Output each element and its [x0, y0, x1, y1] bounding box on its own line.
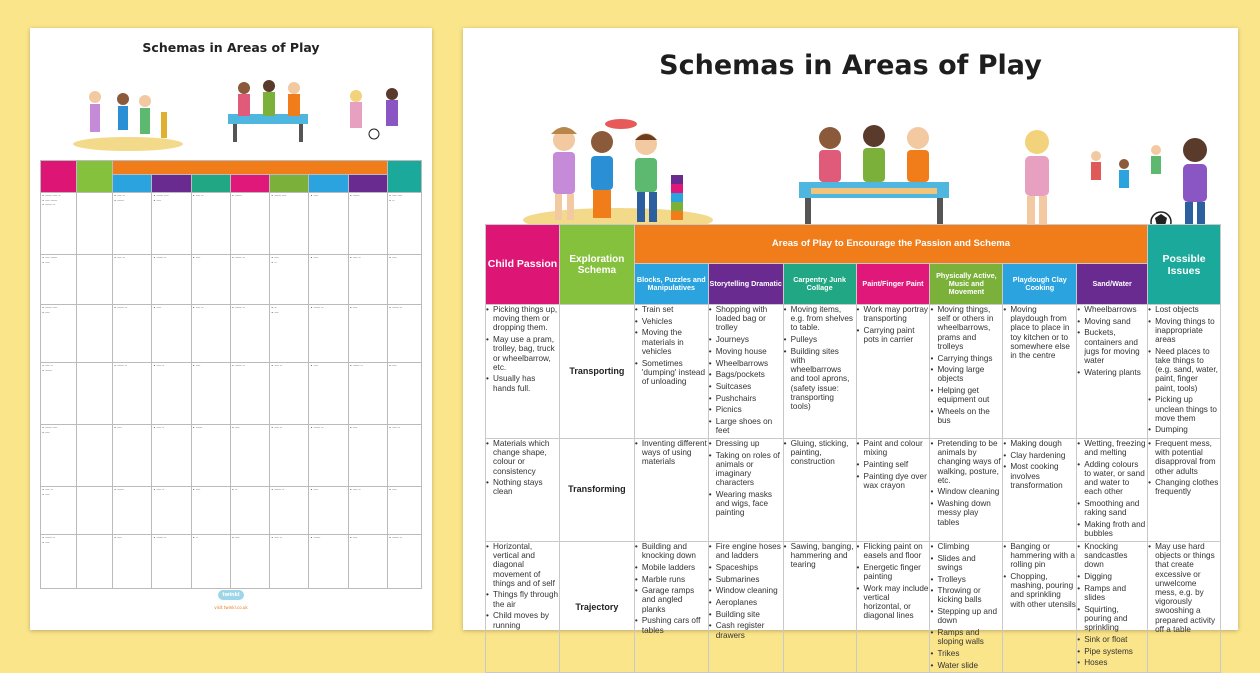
list-item: • Squirting, pouring and sprinkling — [1077, 605, 1147, 633]
schema-name: Transforming — [559, 438, 634, 541]
list-item: • Submarines — [709, 575, 783, 584]
possible-issues-cell — [1148, 438, 1221, 541]
list-item: • Gluing, sticking, painting, construction — [784, 439, 856, 467]
header-possible-issues: Possible Issues — [1148, 225, 1221, 305]
list-item: • Building and knocking down — [635, 542, 708, 560]
area-cell — [930, 305, 1003, 439]
list-item: • Need places to take things to (e.g. sand, water, paint, finger paint, tools) — [1148, 347, 1220, 393]
list-item: • Wheelbarrows — [1077, 305, 1147, 314]
bullet-list — [857, 305, 930, 344]
schema-name: Trajectory — [559, 541, 634, 672]
area-cell — [856, 438, 930, 541]
area-cell — [783, 438, 856, 541]
list-item: • Taking on roles of animals or imaginary characters — [709, 451, 783, 488]
schemas-table-body — [486, 305, 1221, 673]
list-item: • Window cleaning — [930, 487, 1002, 496]
list-item: • Trikes — [930, 649, 1002, 658]
main-poster — [463, 28, 1238, 670]
list-item: • Train set — [635, 305, 708, 314]
area-cell — [930, 541, 1003, 672]
area-cell — [1003, 438, 1077, 541]
area-cell — [1003, 541, 1077, 672]
area-cell — [856, 541, 930, 672]
list-item: • Trolleys — [930, 575, 1002, 584]
list-item: • Wheels on the bus — [930, 407, 1002, 425]
bullet-list — [930, 305, 1002, 425]
child-passion-cell — [486, 541, 560, 672]
header-paint: Paint/Finger Paint — [856, 264, 930, 305]
list-item: • Helping get equipment out — [930, 386, 1002, 404]
list-item: • Pretending to be animals by changing ways of walking, posture, etc. — [930, 439, 1002, 485]
list-item: • Lost objects — [1148, 305, 1220, 314]
list-item: • Water slide — [930, 661, 1002, 670]
bullet-list — [1077, 542, 1147, 667]
bullet-list — [784, 542, 856, 570]
header-storytelling: Storytelling Dramatic — [708, 264, 783, 305]
bullet-list — [1077, 305, 1147, 377]
schemas-table — [485, 224, 1221, 673]
list-item: • Picking up unclean things to move them — [1148, 395, 1220, 423]
list-item: • Moving things to inappropriate areas — [1148, 317, 1220, 345]
bullet-list — [486, 542, 559, 630]
bullet-list — [1003, 439, 1076, 490]
area-cell — [856, 305, 930, 439]
list-item: • Sometimes 'dumping' instead of unloading — [635, 359, 708, 387]
area-cell — [1077, 305, 1148, 439]
list-item: • Making dough — [1003, 439, 1076, 448]
list-item: • Work may include vertical horizontal, or diagonal lines — [857, 584, 930, 621]
bullet-list — [709, 305, 783, 435]
child-passion-cell — [486, 438, 560, 541]
area-cell — [1077, 541, 1148, 672]
list-item: • Stepping up and down — [930, 607, 1002, 625]
thumbnail-title: Schemas in Areas of Play — [142, 40, 320, 55]
table-row — [486, 305, 1221, 439]
list-item: • Carrying things — [930, 354, 1002, 363]
bullet-list — [1003, 305, 1076, 360]
bullet-list — [635, 305, 708, 386]
list-item: • Things fly through the air — [486, 590, 559, 608]
list-item: • Dressing up — [709, 439, 783, 448]
bullet-list — [1148, 439, 1220, 497]
list-item: • Chopping, mashing, pouring and sprinkling with other utensils — [1003, 572, 1076, 609]
child-passion-cell — [486, 305, 560, 439]
bullet-list — [486, 305, 559, 393]
list-item: • Bags/pockets — [709, 370, 783, 379]
area-cell — [1003, 305, 1077, 439]
table-row — [486, 438, 1221, 541]
list-item: • Making froth and bubbles — [1077, 520, 1147, 538]
list-item: • Energetic finger painting — [857, 563, 930, 581]
bullet-list — [486, 439, 559, 497]
list-item: • Vehicles — [635, 317, 708, 326]
list-item: • Flicking paint on easels and floor — [857, 542, 930, 560]
bullet-list — [1077, 439, 1147, 539]
poster-title: Schemas in Areas of Play — [659, 50, 1042, 81]
list-item: • Wetting, freezing and melting — [1077, 439, 1147, 457]
list-item: • Marble runs — [635, 575, 708, 584]
list-item: • Wheelbarrows — [709, 359, 783, 368]
list-item: • May use hard objects or things that create excessive or unwelcome mess, e.g. by vigorously swooshing a prepared activity off a table — [1148, 542, 1220, 634]
list-item: • Garage ramps and angled planks — [635, 586, 708, 614]
list-item: • Moving items, e.g. from shelves to table. — [784, 305, 856, 333]
list-item: • Aeroplanes — [709, 598, 783, 607]
area-cell — [634, 541, 708, 672]
list-item: • Digging — [1077, 572, 1147, 581]
list-item: • Painting self — [857, 460, 930, 469]
list-item: • Materials which change shape, colour or consistency — [486, 439, 559, 476]
header-physically-active: Physically Active, Music and Movement — [930, 264, 1003, 305]
list-item: • Ramps and slides — [1077, 584, 1147, 602]
list-item: • Inventing different ways of using materials — [635, 439, 708, 467]
thumbnail-illustration — [68, 64, 408, 154]
list-item: • Adding colours to water, or sand and water to each other — [1077, 460, 1147, 497]
list-item: • Moving house — [709, 347, 783, 356]
list-item: • Watering plants — [1077, 368, 1147, 377]
area-cell — [708, 541, 783, 672]
list-item: • Child moves by running — [486, 611, 559, 629]
list-item: • Sawing, banging, hammering and tearing — [784, 542, 856, 570]
list-item: • Building sites with wheelbarrows and tool aprons, (safety issue: transporting tools) — [784, 347, 856, 411]
list-item: • Changing clothes frequently — [1148, 478, 1220, 496]
bullet-list — [857, 542, 930, 621]
area-cell — [708, 305, 783, 439]
list-item: • Window cleaning — [709, 586, 783, 595]
bullet-list — [857, 439, 930, 490]
list-item: • Pulleys — [784, 335, 856, 344]
list-item: • Moving playdough from place to place in toy kitchen or to somewhere else in the centre — [1003, 305, 1076, 360]
bullet-list — [635, 542, 708, 635]
bullet-list — [635, 439, 708, 467]
list-item: • Sink or float — [1077, 635, 1147, 644]
list-item: • Large shoes on feet — [709, 417, 783, 435]
list-item: • Nothing stays clean — [486, 478, 559, 496]
list-item: • Suitcases — [709, 382, 783, 391]
list-item: • Cash register drawers — [709, 621, 783, 639]
twinkl-logo: twinkl — [218, 590, 244, 600]
bullet-list — [930, 439, 1002, 527]
list-item: • Spaceships — [709, 563, 783, 572]
bullet-list — [1003, 542, 1076, 609]
thumbnail-url: visit twinkl.co.uk — [214, 605, 248, 610]
list-item: • Horizontal, vertical and diagonal movement of things and of self — [486, 542, 559, 588]
header-areas-of-play: Areas of Play to Encourage the Passion and Schema — [634, 225, 1147, 264]
list-item: • Moving sand — [1077, 317, 1147, 326]
list-item: • Usually has hands full. — [486, 374, 559, 392]
bullet-list — [709, 542, 783, 640]
thumbnail-table: • ─── ── ─ • ── ─── • ─── ─ • ── ─ • ─── • ─── ── • ── • ── ─ • ─── • ─── ── • ── • ─── • ── ── • ─ • ── ─── • ── • ── ─ • ─── ─ • ── • ─── ─ • ── • ─ • ── • ── ─ • ── • ─── ── • ── • ─── ─ • ── • ── ─ • ─── ─ • ─ • ── • ─── ─ • ── • ─── ─ • ── ─ • ─── • ─── ─ • ── ─ • ── • ─── ─ • ── ─ • ── • ─── ─ • ── • ─── ── • ── • ── • ── ─ • ─── • ── • ── ─ • ─── ─ • ── • ── ─ • ── ─ • ── • ─── • ── ─ • ── • ─ • ─── ─ • ── • ── ─ • ── • ─── ─ • ── • ── • ─── ─ • ─ • ── • ── ─ • ─── • ── • ─── ─ — [40, 160, 422, 589]
list-item: • Carrying paint pots in carrier — [857, 326, 930, 344]
area-cell — [783, 541, 856, 672]
list-item: • Frequent mess, with potential disapproval from other adults — [1148, 439, 1220, 476]
list-item: • Pushing cars off tables — [635, 616, 708, 634]
list-item: • Work may portray transporting — [857, 305, 930, 323]
table-row — [486, 541, 1221, 672]
list-item: • Picking things up, moving them or dropping them. — [486, 305, 559, 333]
list-item: • Moving things, self or others in wheelbarrows, prams and trolleys — [930, 305, 1002, 351]
list-item: • Picnics — [709, 405, 783, 414]
header-carpentry: Carpentry Junk Collage — [783, 264, 856, 305]
list-item: • Paint and colour mixing — [857, 439, 930, 457]
list-item: • Mobile ladders — [635, 563, 708, 572]
list-item: • Banging or hammering with a rolling pin — [1003, 542, 1076, 570]
list-item: • Pipe systems — [1077, 647, 1147, 656]
header-playdough: Playdough Clay Cooking — [1003, 264, 1077, 305]
list-item: • Knocking sandcastles down — [1077, 542, 1147, 570]
list-item: • Fire engine hoses and ladders — [709, 542, 783, 560]
list-item: • Shopping with loaded bag or trolley — [709, 305, 783, 333]
bullet-list — [930, 542, 1002, 670]
bullet-list — [1148, 542, 1220, 634]
area-cell — [783, 305, 856, 439]
list-item: • Buckets, containers and jugs for moving water — [1077, 328, 1147, 365]
list-item: • May use a pram, trolley, bag, truck or wheelbarrow, etc. — [486, 335, 559, 372]
list-item: • Painting dye over wax crayon — [857, 472, 930, 490]
header-blocks: Blocks, Puzzles and Manipulatives — [634, 264, 708, 305]
list-item: • Slides and swings — [930, 554, 1002, 572]
list-item: • Wearing masks and wigs, face painting — [709, 490, 783, 518]
header-child-passion: Child Passion — [486, 225, 560, 305]
list-item: • Most cooking involves transformation — [1003, 462, 1076, 490]
area-cell — [708, 438, 783, 541]
list-item: • Smoothing and raking sand — [1077, 499, 1147, 517]
list-item: • Climbing — [930, 542, 1002, 551]
header-sand-water: Sand/Water — [1077, 264, 1148, 305]
area-cell — [1077, 438, 1148, 541]
bullet-list — [1148, 305, 1220, 435]
list-item: • Pushchairs — [709, 394, 783, 403]
list-item: • Washing down messy play tables — [930, 499, 1002, 527]
bullet-list — [784, 305, 856, 411]
list-item: • Dumping — [1148, 425, 1220, 434]
area-cell — [634, 305, 708, 439]
thumbnail-poster[interactable] — [30, 28, 432, 630]
possible-issues-cell — [1148, 541, 1221, 672]
list-item: • Clay hardening — [1003, 451, 1076, 460]
list-item: • Moving large objects — [930, 365, 1002, 383]
list-item: • Ramps and sloping walls — [930, 628, 1002, 646]
possible-issues-cell — [1148, 305, 1221, 439]
list-item: • Journeys — [709, 335, 783, 344]
list-item: • Moving the materials in vehicles — [635, 328, 708, 356]
area-cell — [634, 438, 708, 541]
bullet-list — [784, 439, 856, 467]
header-exploration-schema: Exploration Schema — [559, 225, 634, 305]
area-cell — [930, 438, 1003, 541]
bullet-list — [709, 439, 783, 518]
list-item: • Hoses — [1077, 658, 1147, 667]
schema-name: Transporting — [559, 305, 634, 439]
list-item: • Building site — [709, 610, 783, 619]
list-item: • Throwing or kicking balls — [930, 586, 1002, 604]
